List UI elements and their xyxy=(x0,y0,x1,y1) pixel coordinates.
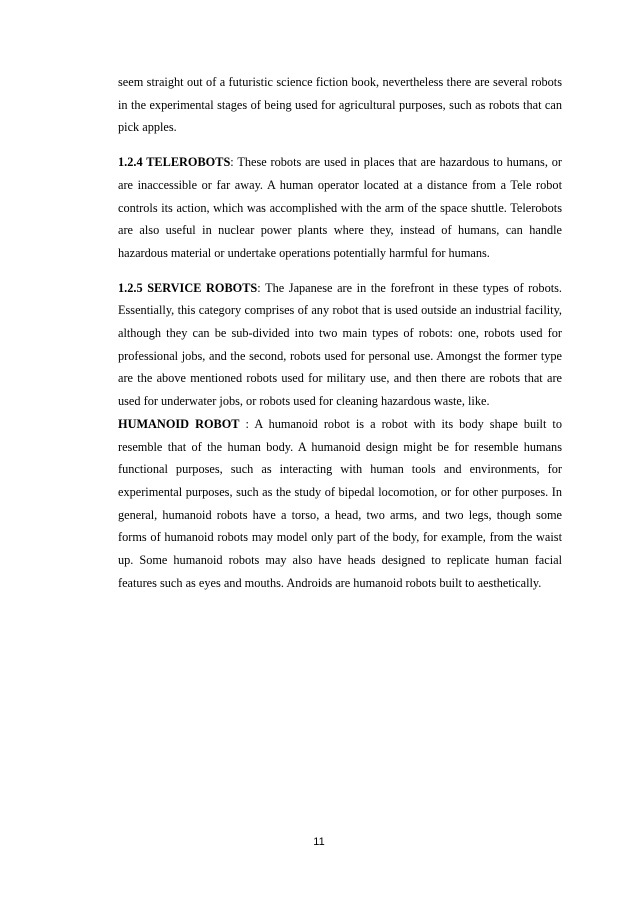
paragraph-text: : The Japanese are in the forefront in these types of robots. Essentially, this category comprises of any robot that is used outside an industrial facility, although they can be sub-divided into two main types of robots: one, robots used for professional jobs, and the second, robots used for personal use. Amongst the former type are the above mentioned robots used for military use, and then there are robots that are used for underwater jobs, or robots used for cleaning hazardous waste, like. xyxy=(118,280,562,409)
paragraph-service-robots xyxy=(118,277,562,413)
section-heading-humanoid-robot: HUMANOID ROBOT xyxy=(118,416,240,431)
paragraph-humanoid-robot xyxy=(118,413,562,595)
section-heading-telerobots: 1.2.4 TELEROBOTS xyxy=(118,155,231,170)
document-body xyxy=(118,71,562,606)
paragraph-text: seem straight out of a futuristic science fiction book, nevertheless there are several robots in the experimental stages of being used for agricultural purposes, such as robots that can pick apples. xyxy=(118,75,562,135)
paragraph-text: : A humanoid robot is a robot with its body shape built to resemble that of the human body. A humanoid design might be for resemble humans functional purposes, such as interacting with human tools and environments, for experimental purposes, such as the study of bipedal locomotion, or for other purposes. In general, humanoid robots have a torso, a head, two arms, and two legs, though some forms of humanoid robots may model only part of the body, for example, from the waist up. Some humanoid robots may also have heads designed to replicate human facial features such as eyes and mouths. Androids are humanoid robots built to aesthetically. xyxy=(118,416,562,590)
paragraph-text: : These robots are used in places that are hazardous to humans, or are inaccessible or far away. A human operator located at a distance from a Tele robot controls its action, which was accomplished with the arm of the space shuttle. Telerobots are also useful in nuclear power plants where they, instead of humans, can handle hazardous material or undertake operations potentially harmful for humans. xyxy=(118,155,562,260)
page-number: 11 xyxy=(313,836,325,848)
section-heading-service-robots: 1.2.5 SERVICE ROBOTS xyxy=(118,280,258,295)
paragraph-intro-continuation xyxy=(118,71,562,139)
paragraph-telerobots xyxy=(118,151,562,265)
